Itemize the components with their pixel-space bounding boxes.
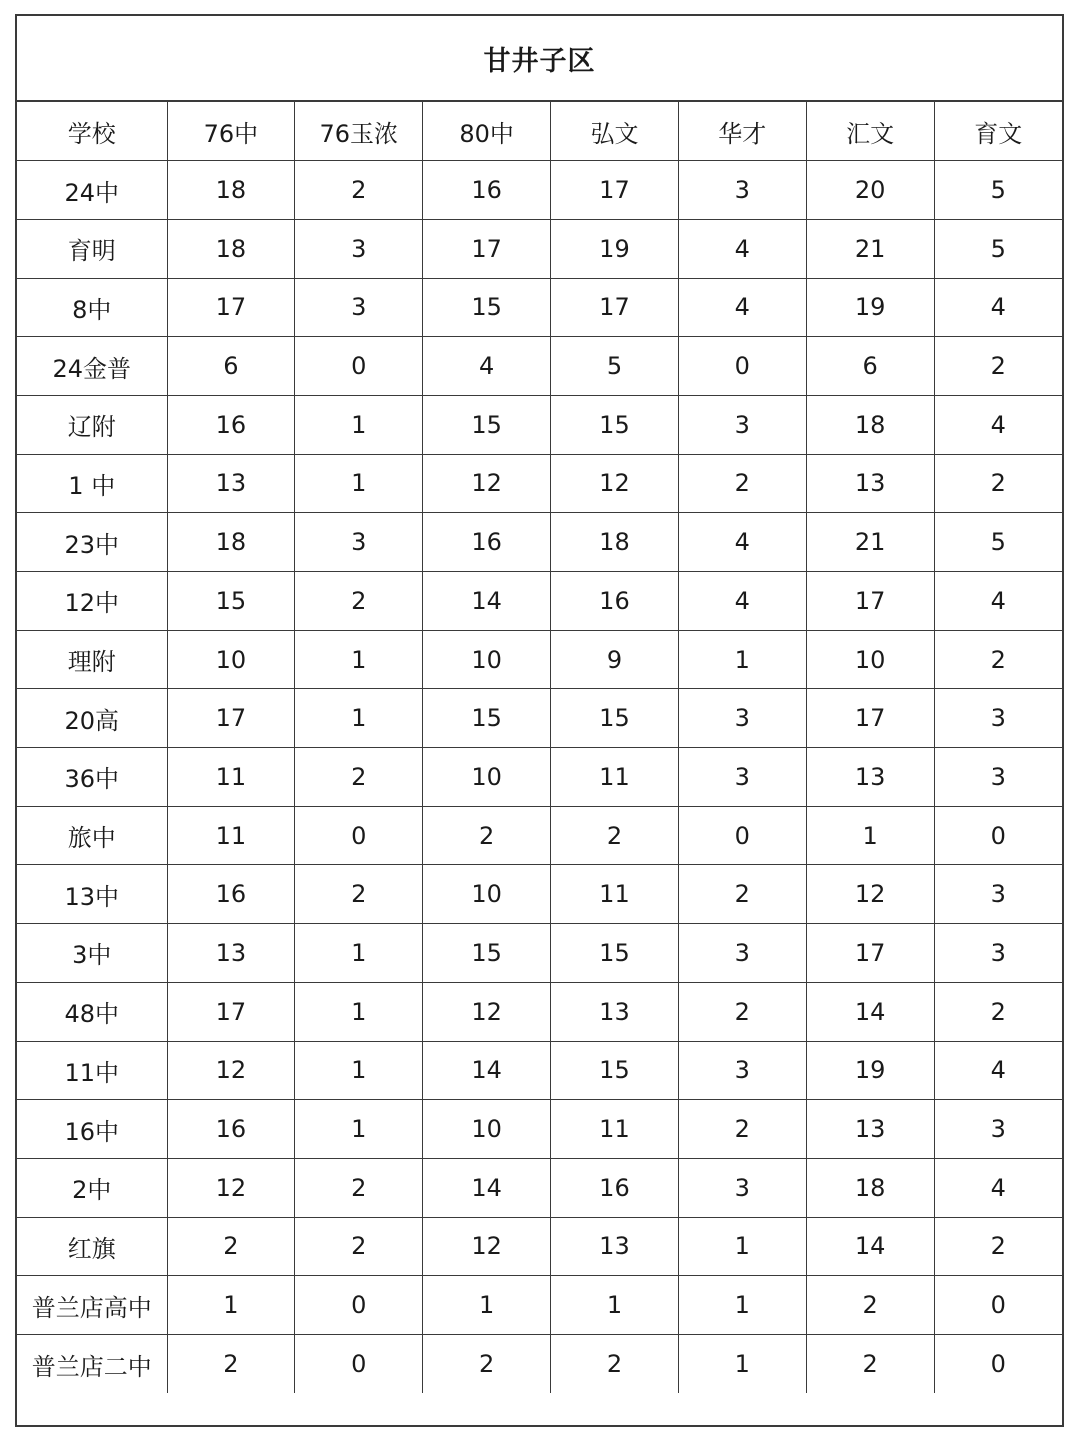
count-cell: 0 <box>934 1276 1062 1335</box>
count-cell: 12 <box>167 1041 295 1100</box>
admission-table <box>15 14 1064 1427</box>
count-cell: 16 <box>167 395 295 454</box>
column-header: 76玉浓 <box>295 102 423 161</box>
count-cell: 4 <box>934 572 1062 631</box>
count-cell: 2 <box>423 806 551 865</box>
count-cell: 1 <box>295 454 423 513</box>
count-cell: 3 <box>678 924 806 983</box>
table-body <box>17 102 1062 1393</box>
count-cell: 0 <box>678 806 806 865</box>
count-cell: 1 <box>806 806 934 865</box>
count-cell: 17 <box>167 689 295 748</box>
count-cell: 5 <box>934 513 1062 572</box>
count-cell: 10 <box>423 630 551 689</box>
count-cell: 3 <box>678 1158 806 1217</box>
count-cell: 1 <box>678 630 806 689</box>
school-name-cell: 普兰店高中 <box>17 1276 167 1335</box>
count-cell: 16 <box>551 1158 679 1217</box>
count-cell: 20 <box>806 161 934 220</box>
count-cell: 18 <box>167 513 295 572</box>
count-cell: 12 <box>423 454 551 513</box>
column-header: 华才 <box>678 102 806 161</box>
count-cell: 1 <box>295 924 423 983</box>
count-cell: 3 <box>295 513 423 572</box>
count-cell: 11 <box>167 748 295 807</box>
school-name-cell: 13中 <box>17 865 167 924</box>
count-cell: 13 <box>551 982 679 1041</box>
count-cell: 6 <box>806 337 934 396</box>
data-table <box>17 102 1062 1393</box>
count-cell: 1 <box>551 1276 679 1335</box>
column-header: 76中 <box>167 102 295 161</box>
school-name-cell: 24金普 <box>17 337 167 396</box>
count-cell: 15 <box>423 689 551 748</box>
school-name-cell: 11中 <box>17 1041 167 1100</box>
count-cell: 3 <box>678 748 806 807</box>
count-cell: 18 <box>167 219 295 278</box>
count-cell: 16 <box>423 161 551 220</box>
table-row <box>17 1041 1062 1100</box>
table-row <box>17 1217 1062 1276</box>
count-cell: 11 <box>551 1100 679 1159</box>
count-cell: 2 <box>295 1217 423 1276</box>
count-cell: 2 <box>934 630 1062 689</box>
count-cell: 13 <box>806 454 934 513</box>
table-row <box>17 689 1062 748</box>
count-cell: 9 <box>551 630 679 689</box>
count-cell: 17 <box>806 924 934 983</box>
count-cell: 13 <box>806 1100 934 1159</box>
column-header: 学校 <box>17 102 167 161</box>
count-cell: 19 <box>806 278 934 337</box>
school-name-cell: 旅中 <box>17 806 167 865</box>
school-name-cell: 12中 <box>17 572 167 631</box>
count-cell: 4 <box>678 513 806 572</box>
school-name-cell: 普兰店二中 <box>17 1334 167 1393</box>
count-cell: 12 <box>806 865 934 924</box>
count-cell: 13 <box>806 748 934 807</box>
count-cell: 3 <box>678 689 806 748</box>
count-cell: 0 <box>295 806 423 865</box>
table-row <box>17 1276 1062 1335</box>
count-cell: 2 <box>934 982 1062 1041</box>
count-cell: 0 <box>295 337 423 396</box>
table-row <box>17 1158 1062 1217</box>
count-cell: 10 <box>423 748 551 807</box>
count-cell: 18 <box>806 1158 934 1217</box>
table-title: 甘井子区 <box>483 45 596 77</box>
count-cell: 2 <box>423 1334 551 1393</box>
count-cell: 4 <box>934 1158 1062 1217</box>
count-cell: 3 <box>934 924 1062 983</box>
count-cell: 2 <box>678 1100 806 1159</box>
count-cell: 2 <box>934 337 1062 396</box>
count-cell: 3 <box>295 219 423 278</box>
count-cell: 21 <box>806 513 934 572</box>
count-cell: 3 <box>678 1041 806 1100</box>
school-name-cell: 23中 <box>17 513 167 572</box>
count-cell: 10 <box>423 1100 551 1159</box>
table-row <box>17 278 1062 337</box>
count-cell: 4 <box>934 1041 1062 1100</box>
table-row <box>17 924 1062 983</box>
count-cell: 0 <box>678 337 806 396</box>
table-row <box>17 572 1062 631</box>
count-cell: 1 <box>423 1276 551 1335</box>
count-cell: 17 <box>167 982 295 1041</box>
count-cell: 2 <box>678 454 806 513</box>
count-cell: 15 <box>551 689 679 748</box>
count-cell: 12 <box>551 454 679 513</box>
count-cell: 4 <box>678 572 806 631</box>
school-name-cell: 育明 <box>17 219 167 278</box>
school-name-cell: 2中 <box>17 1158 167 1217</box>
header-row <box>17 102 1062 161</box>
count-cell: 2 <box>678 865 806 924</box>
count-cell: 17 <box>423 219 551 278</box>
school-name-cell: 3中 <box>17 924 167 983</box>
count-cell: 10 <box>167 630 295 689</box>
count-cell: 6 <box>167 337 295 396</box>
school-name-cell: 24中 <box>17 161 167 220</box>
count-cell: 17 <box>167 278 295 337</box>
count-cell: 16 <box>167 865 295 924</box>
count-cell: 2 <box>295 865 423 924</box>
count-cell: 0 <box>295 1334 423 1393</box>
count-cell: 17 <box>806 572 934 631</box>
count-cell: 1 <box>678 1276 806 1335</box>
count-cell: 15 <box>423 395 551 454</box>
count-cell: 16 <box>551 572 679 631</box>
count-cell: 2 <box>678 982 806 1041</box>
count-cell: 4 <box>423 337 551 396</box>
school-name-cell: 1 中 <box>17 454 167 513</box>
count-cell: 2 <box>551 1334 679 1393</box>
count-cell: 2 <box>806 1334 934 1393</box>
count-cell: 13 <box>551 1217 679 1276</box>
count-cell: 3 <box>678 161 806 220</box>
count-cell: 15 <box>551 395 679 454</box>
count-cell: 12 <box>423 982 551 1041</box>
count-cell: 2 <box>551 806 679 865</box>
count-cell: 4 <box>934 278 1062 337</box>
count-cell: 5 <box>551 337 679 396</box>
table-row <box>17 513 1062 572</box>
count-cell: 1 <box>167 1276 295 1335</box>
count-cell: 1 <box>295 1041 423 1100</box>
count-cell: 5 <box>934 219 1062 278</box>
table-row <box>17 161 1062 220</box>
school-name-cell: 红旗 <box>17 1217 167 1276</box>
table-row <box>17 219 1062 278</box>
count-cell: 4 <box>678 278 806 337</box>
table-row <box>17 630 1062 689</box>
count-cell: 14 <box>423 572 551 631</box>
table-row <box>17 454 1062 513</box>
school-name-cell: 辽附 <box>17 395 167 454</box>
table-row <box>17 806 1062 865</box>
table-row <box>17 1100 1062 1159</box>
table-row <box>17 982 1062 1041</box>
count-cell: 2 <box>806 1276 934 1335</box>
count-cell: 11 <box>551 865 679 924</box>
count-cell: 1 <box>678 1334 806 1393</box>
count-cell: 15 <box>167 572 295 631</box>
table-row <box>17 748 1062 807</box>
count-cell: 15 <box>423 924 551 983</box>
count-cell: 2 <box>295 572 423 631</box>
count-cell: 13 <box>167 454 295 513</box>
count-cell: 14 <box>423 1041 551 1100</box>
column-header: 汇文 <box>806 102 934 161</box>
count-cell: 17 <box>806 689 934 748</box>
school-name-cell: 16中 <box>17 1100 167 1159</box>
count-cell: 12 <box>167 1158 295 1217</box>
count-cell: 1 <box>295 982 423 1041</box>
count-cell: 4 <box>678 219 806 278</box>
count-cell: 2 <box>934 1217 1062 1276</box>
count-cell: 17 <box>551 161 679 220</box>
count-cell: 0 <box>295 1276 423 1335</box>
table-row <box>17 865 1062 924</box>
table-row <box>17 337 1062 396</box>
column-header: 弘文 <box>551 102 679 161</box>
count-cell: 21 <box>806 219 934 278</box>
school-name-cell: 36中 <box>17 748 167 807</box>
school-name-cell: 理附 <box>17 630 167 689</box>
count-cell: 19 <box>806 1041 934 1100</box>
count-cell: 15 <box>551 1041 679 1100</box>
count-cell: 3 <box>295 278 423 337</box>
table-title-cell <box>17 16 1062 102</box>
count-cell: 14 <box>806 1217 934 1276</box>
count-cell: 1 <box>295 689 423 748</box>
count-cell: 12 <box>423 1217 551 1276</box>
count-cell: 1 <box>295 395 423 454</box>
count-cell: 3 <box>934 689 1062 748</box>
count-cell: 16 <box>167 1100 295 1159</box>
count-cell: 18 <box>806 395 934 454</box>
school-name-cell: 20高 <box>17 689 167 748</box>
count-cell: 2 <box>167 1334 295 1393</box>
count-cell: 0 <box>934 806 1062 865</box>
count-cell: 4 <box>934 395 1062 454</box>
count-cell: 15 <box>551 924 679 983</box>
count-cell: 16 <box>423 513 551 572</box>
count-cell: 2 <box>934 454 1062 513</box>
count-cell: 13 <box>167 924 295 983</box>
count-cell: 3 <box>678 395 806 454</box>
count-cell: 18 <box>551 513 679 572</box>
count-cell: 17 <box>551 278 679 337</box>
count-cell: 3 <box>934 865 1062 924</box>
count-cell: 11 <box>551 748 679 807</box>
count-cell: 15 <box>423 278 551 337</box>
school-name-cell: 8中 <box>17 278 167 337</box>
count-cell: 1 <box>678 1217 806 1276</box>
count-cell: 0 <box>934 1334 1062 1393</box>
count-cell: 3 <box>934 1100 1062 1159</box>
count-cell: 2 <box>295 161 423 220</box>
count-cell: 11 <box>167 806 295 865</box>
column-header: 80中 <box>423 102 551 161</box>
count-cell: 19 <box>551 219 679 278</box>
count-cell: 14 <box>423 1158 551 1217</box>
count-cell: 3 <box>934 748 1062 807</box>
count-cell: 2 <box>295 748 423 807</box>
table-row <box>17 395 1062 454</box>
count-cell: 1 <box>295 1100 423 1159</box>
count-cell: 10 <box>423 865 551 924</box>
column-header: 育文 <box>934 102 1062 161</box>
count-cell: 14 <box>806 982 934 1041</box>
count-cell: 2 <box>167 1217 295 1276</box>
table-row <box>17 1334 1062 1393</box>
count-cell: 1 <box>295 630 423 689</box>
count-cell: 18 <box>167 161 295 220</box>
count-cell: 5 <box>934 161 1062 220</box>
count-cell: 10 <box>806 630 934 689</box>
school-name-cell: 48中 <box>17 982 167 1041</box>
count-cell: 2 <box>295 1158 423 1217</box>
